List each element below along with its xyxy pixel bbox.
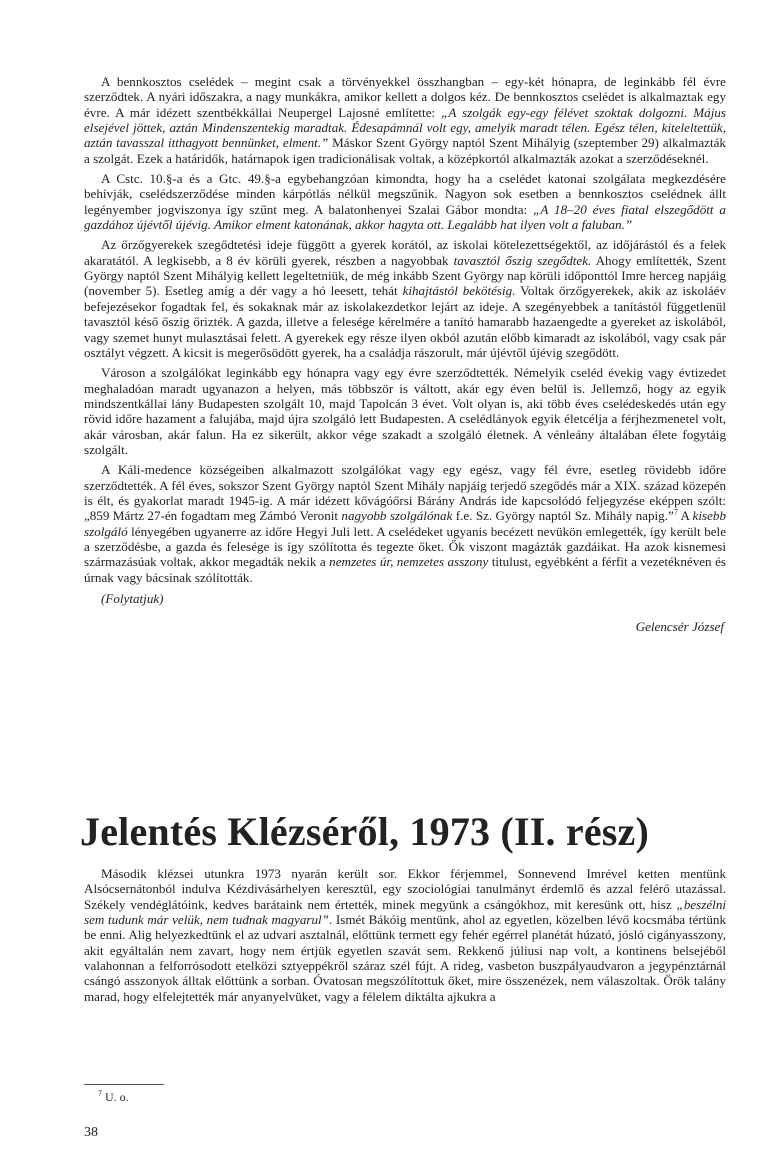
paragraph xyxy=(84,462,726,585)
text-run: . Ismét Bákóig mentünk, ahol az egyetlen, közelben lévő kocsmába tértünk be enni. Alig helyezkedtünk el az udvari asztalnál, előttünk termett egy fehér egérrel planétát húzató, jósló cigányasszony, akit egyáltalán nem zavart, hogy nem értjük egyetlen szavát sem. Rekkenő júliusi nap volt, a kontinens belsejéből valahonnan a felforrósodott etelközi sztyeppékről száraz szél fújt. A rideg, vasbeton buszpályaudvaron a jegypénztárnál csángó asszonyok álltak előttünk a sorban. Óvatosan megszólítottuk őket, mire összenézek, nem válaszoltak. Örök talány marad, hogy elfelejtették már anyanyelvüket, vagy a félelem diktálta ajkukra a xyxy=(84,912,726,1004)
footnote-text: U. o. xyxy=(105,1090,129,1104)
footnote-ref: 7 xyxy=(673,507,678,517)
continued-note: (Folytatjuk) xyxy=(101,591,164,606)
page-number: 38 xyxy=(84,1125,98,1140)
author-signature: Gelencsér József xyxy=(635,619,724,635)
text-run: Városon a szolgálókat leginkább egy hónapra vagy egy évre szerződtették. Némelyik cseléd évekig vagy évtizedet meghaladóan maradt ugyanazon a helyen, más többször is váltott, akár egy éven belül is. Jellemző, hogy az egyik mindszentkállai lány Budapesten szolgált 10, majd Tapolcán 3 évet. Volt olyan is, aki több éves cselédeskedés után egy rövid időre hazament a falujába, majd újra szolgáló lett Budapesten. A cselédlányok egyik életcélja a férjhezmenetel volt, akár városban, akár falun. Ha ez sikerült, akkor vége szakadt a szolgáló életnek. A vénleány általában élete fogytáig szolgált. xyxy=(84,365,726,457)
italic-run: „beszélni sem tudunk már velük, nem tudnak magyarul” xyxy=(84,896,726,928)
italic-run: kihajtástól bekötésig. xyxy=(402,283,516,299)
italic-run: „A szolgák egy-egy félévet szoktak dolgozni. Május elsejével jöttek, aztán Mindenszentekig maradtak. Édesapámnál volt egy, amelyik maradt télen. Egész télen, kiteleltettük, aztán tavasszal itthagyott bennünket, elment.” xyxy=(84,104,726,151)
paragraph xyxy=(84,237,726,360)
article-title: Jelentés Klézséről, 1973 (II. rész) xyxy=(80,809,650,854)
text-run: Az őrzőgyerekek szegődtetési ideje függött a gyerek korától, az iskolai kötelezettségektől, az időjárástól és a felek akaratától. A legkisebb, a 8 év körüli gyerek, részben a nagyobbak xyxy=(84,237,726,268)
text-run: f.e. Sz. György naptól Sz. Mihály napig.” xyxy=(452,508,674,524)
paragraph xyxy=(84,365,726,457)
paragraph xyxy=(84,74,726,166)
text-run: A Káli-medence községeiben alkalmazott szolgálókat vagy egy egész, vagy fél évre, esetleg rövidebb időre szerződtették. A fél éves, sokszor Szent György naptól Szent Mihály napjáig terjedő szegődés már a XIX. század közepén is élt, és gyakorlat maradt 1945-ig. A már idézett kővágóőrsi Bárány András ide kapcsolódó feljegyzése eképpen szólt: „859 Mártz 27-én fogadtam meg Zámbó Veronit xyxy=(84,462,726,524)
text-run: titulust, egyébként a férfit a vezetéknéven és úrnak vagy bácsinak szólították. xyxy=(84,554,726,585)
paragraph xyxy=(84,866,726,1004)
text-run: lényegében ugyanerre az időre Hegyi Juli lett. A cselédeket ugyanis becézett nevükön emlegették, így került bele a szerződésbe, a gazda és felesége is így szólította és tegezte őket. Ők viszont magázták gazdáikat. Ha azok kisnemesi származásúak voltak, akkor megadták nekik a xyxy=(84,523,726,570)
text-run: A Cstc. 10.§-a és a Gtc. 49.§-a egybehangzóan kimondta, hogy ha a cselédet katonai szolgálata megkezdésére behívják, cselédszerződése minden kárpótlás nélkül megszűnik. Nagyon sok esetben a bennkosztos cselédnek állt legényember jogviszonya így szűnt meg. A balatonhenyei Szalai Gábor mondta: xyxy=(84,171,726,217)
text-run: Máskor Szent György naptól Szent Mihályig (szeptember 29) alkalmazták a szolgát. Ezek a határidők, határnapok igen tradicionálisak voltak, a középkortól alkalmazták azokat a szerződéseknél. xyxy=(84,135,726,166)
text-run: Ahogy említették, Szent György naptól Szent Mihályig kellett legeltetniük, de még inkább Szent György nap körüli időponttól Imre herceg napjáig (november 5). Esetleg amíg a dér vagy a hó leesett, tehát xyxy=(84,252,726,299)
article-paragraphs xyxy=(84,74,726,585)
paragraph xyxy=(84,171,726,232)
article2-paragraphs xyxy=(84,866,726,1004)
italic-run: kisebb szolgáló xyxy=(84,508,726,539)
text-run: A xyxy=(677,508,693,524)
text-run: Voltak őrzőgyerekek, akik az iskoláév befejezésekor fogadtak fel, és sokaknak már az iskolakezdetkor lejárt az ideje. A szegényebbek a tanítástól függetlenül tavasztól késő őszig őrizték. A gazda, illetve a felesége kérelmére a tanító hamarabb hazaengedte a gyereket az iskolából, vagy szemet hunyt mulasztásai felett. A gyerekek egy része ilyen okból azután előbb kimaradt az iskolából, vagy csak pár osztályt végzett. A kicsit is megerősödött gyerek, ha a családja rászorult, már újévtől újévig szegődött. xyxy=(84,283,726,360)
article2-body xyxy=(84,866,726,1004)
italic-run: tavasztól őszig szegődtek. xyxy=(453,252,592,268)
footnote-divider xyxy=(84,1084,164,1085)
italic-run: nemzetes úr, nemzetes asszony xyxy=(329,554,489,570)
footnote xyxy=(98,1090,129,1104)
footnote-number: 7 xyxy=(98,1089,102,1098)
italic-run: nagyobb szolgálónak xyxy=(341,508,453,524)
text-run: Második klézsei utunkra 1973 nyarán került sor. Ekkor férjemmel, Sonnevend Imrével ketten mentünk Alsócsernátonból indulva Kézdivásárhelyen keresztül, egy szociológiai tanulmányt érdemlő és azzal felérő utazással. Székely vendéglátóink, kedves barátaink nem értették, minek megyünk a csángókhoz, mit keresünk ott, hisz xyxy=(84,866,726,912)
italic-run: „A 18–20 éves fiatal elszegődött a gazdához újévtől újévig. Amikor elment katonának, akkor hagyta ott. Legalább hat ilyen volt a faluban.” xyxy=(84,201,726,233)
text-run: A bennkosztos cselédek – megint csak a törvényekkel összhangban – egy-két hónapra, de leginkább fél évre szerződtek. A nyári időszakra, a nagy munkákra, amikor kellett a dolgos kéz. De bennkosztos cselédet is alkalmaztak egy évre. A már idézett szentbékkállai Neupergel Lajosné említette: xyxy=(84,74,726,120)
article-body xyxy=(84,74,726,635)
